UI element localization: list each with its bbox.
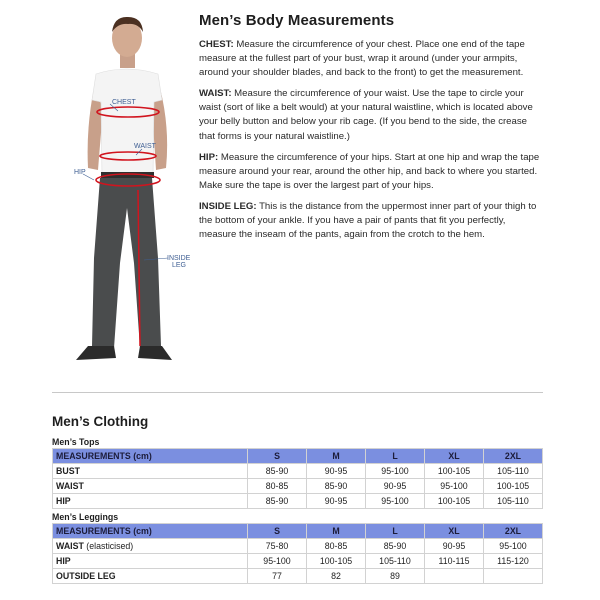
table-cell: 95-100 bbox=[248, 554, 307, 569]
inside-leg-label-1: INSIDE bbox=[167, 255, 191, 262]
chest-instruction bbox=[199, 38, 544, 80]
header-cell: S bbox=[248, 449, 307, 464]
header-cell: XL bbox=[425, 524, 484, 539]
table-cell bbox=[484, 569, 543, 584]
row-label: WAIST bbox=[53, 479, 248, 494]
table-cell bbox=[425, 569, 484, 584]
row-label: BUST bbox=[53, 464, 248, 479]
table-cell: 105-110 bbox=[366, 554, 425, 569]
inside-leg-instruction bbox=[199, 200, 544, 242]
table-cell: 95-100 bbox=[425, 479, 484, 494]
table-cell: 105-110 bbox=[484, 494, 543, 509]
page-title: Men’s Body Measurements bbox=[199, 12, 395, 29]
table-cell: 90-95 bbox=[307, 494, 366, 509]
table-cell: 75-80 bbox=[248, 539, 307, 554]
table-cell: 115-120 bbox=[484, 554, 543, 569]
hip-instruction bbox=[199, 151, 544, 193]
clothing-title: Men’s Clothing bbox=[52, 414, 149, 429]
row-label: HIP bbox=[53, 494, 248, 509]
row-label: WAIST (elasticised) bbox=[53, 539, 248, 554]
hip-label: HIP bbox=[74, 169, 86, 176]
leggings-title: Men’s Leggings bbox=[52, 512, 119, 522]
table-cell: 90-95 bbox=[307, 464, 366, 479]
chest-text: Measure the circumference of your chest. Place one end of the tape measure at the fullest part of your bust, wrap it around (under your armpits, around your shoulder blades, and back to the front) to get the measurement. bbox=[199, 39, 525, 79]
hip-term: HIP: bbox=[199, 151, 219, 163]
table-cell: 85-90 bbox=[248, 464, 307, 479]
table-cell: 95-100 bbox=[484, 539, 543, 554]
table-row bbox=[53, 554, 543, 569]
waist-text: Measure the circumference of your waist. Use the tape to circle your waist (sort of like a belt would) at your natural waistline, which is located above your belly button and below your rib cage. (If you bend to the side, the crease that forms is your natural waistline.) bbox=[199, 88, 533, 142]
table-cell: 110-115 bbox=[425, 554, 484, 569]
table-cell: 90-95 bbox=[425, 539, 484, 554]
table-cell: 85-90 bbox=[248, 494, 307, 509]
section-divider bbox=[52, 392, 543, 393]
table-cell: 100-105 bbox=[425, 464, 484, 479]
table-cell: 82 bbox=[307, 569, 366, 584]
table-cell: 77 bbox=[248, 569, 307, 584]
header-cell: M bbox=[307, 524, 366, 539]
header-cell: MEASUREMENTS (cm) bbox=[53, 449, 248, 464]
waist-instruction bbox=[199, 87, 544, 143]
waist-label: WAIST bbox=[134, 143, 156, 150]
model-figure bbox=[48, 8, 203, 368]
header-cell: XL bbox=[425, 449, 484, 464]
table-cell: 80-85 bbox=[248, 479, 307, 494]
table-cell: 90-95 bbox=[366, 479, 425, 494]
row-label: HIP bbox=[53, 554, 248, 569]
chest-label: CHEST bbox=[112, 99, 136, 106]
row-label: OUTSIDE LEG bbox=[53, 569, 248, 584]
header-cell: 2XL bbox=[484, 524, 543, 539]
header-cell: L bbox=[366, 449, 425, 464]
table-cell: 85-90 bbox=[366, 539, 425, 554]
table-row bbox=[53, 569, 543, 584]
leggings-size-table bbox=[52, 523, 543, 584]
table-cell: 100-105 bbox=[425, 494, 484, 509]
table-row bbox=[53, 539, 543, 554]
inside-leg-term: INSIDE LEG: bbox=[199, 200, 257, 212]
table-cell: 95-100 bbox=[366, 464, 425, 479]
header-cell: S bbox=[248, 524, 307, 539]
table-cell: 95-100 bbox=[366, 494, 425, 509]
chest-term: CHEST: bbox=[199, 39, 234, 50]
inside-leg-label-2: LEG bbox=[172, 262, 187, 269]
header-cell: L bbox=[366, 524, 425, 539]
left-shoe bbox=[76, 346, 116, 360]
header-cell: MEASUREMENTS (cm) bbox=[53, 524, 248, 539]
table-header-row bbox=[53, 524, 543, 539]
table-cell: 89 bbox=[366, 569, 425, 584]
table-row bbox=[53, 494, 543, 509]
table-cell: 100-105 bbox=[307, 554, 366, 569]
waist-term: WAIST: bbox=[199, 88, 232, 100]
table-cell: 80-85 bbox=[307, 539, 366, 554]
clothing-size-guide bbox=[52, 414, 543, 587]
model-illustration bbox=[48, 8, 203, 368]
header-cell: M bbox=[307, 449, 366, 464]
tops-title: Men’s Tops bbox=[52, 437, 100, 447]
table-cell: 100-105 bbox=[484, 479, 543, 494]
inside-leg-text: This is the distance from the uppermost inner part of your thigh to the bottom of your ankle. If you have a pair of pants that fit you perfectly, measure the inseam of the pants, again from the crotch to the hem. bbox=[199, 200, 537, 241]
measurement-instructions bbox=[199, 12, 544, 249]
table-header-row bbox=[53, 449, 543, 464]
right-shoe bbox=[138, 346, 172, 360]
hip-text: Measure the circumference of your hips. Start at one hip and wrap the tape measure around your rear, around the other hip, and back to where you started. Make sure the tape is over the largest part of your hips. bbox=[199, 151, 540, 191]
table-cell: 85-90 bbox=[307, 479, 366, 494]
table-row bbox=[53, 479, 543, 494]
header-cell: 2XL bbox=[484, 449, 543, 464]
table-row bbox=[53, 464, 543, 479]
table-cell: 105-110 bbox=[484, 464, 543, 479]
tops-size-table bbox=[52, 448, 543, 509]
